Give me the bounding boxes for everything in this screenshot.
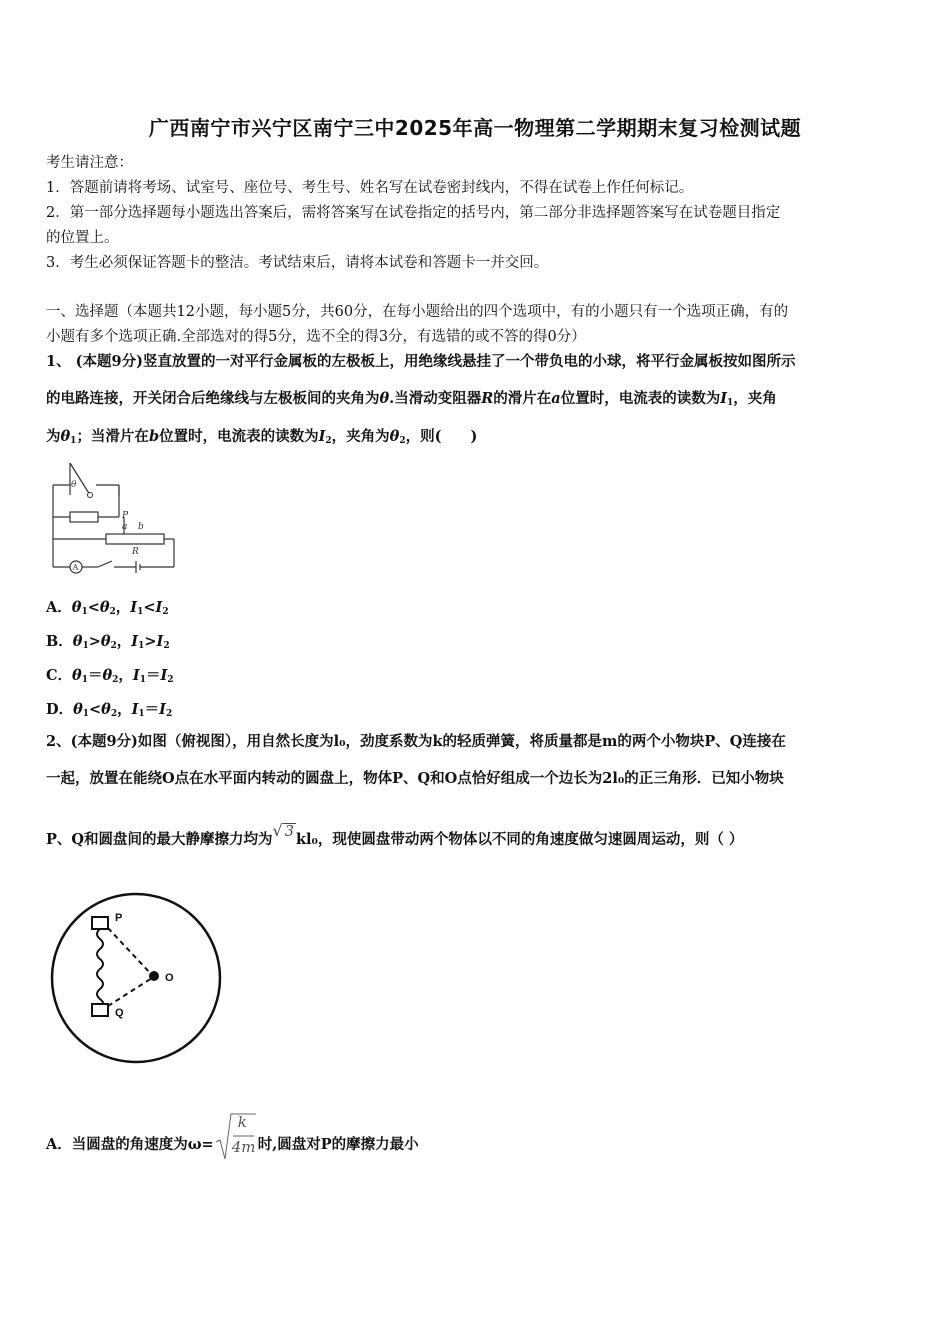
q2-line2: 一起，放置在能绕O点在水平面内转动的圆盘上，物体P、Q和O点恰好组成一个边长为2l₀的正三角形．已知小物块 <box>46 770 784 787</box>
page-title: 广西南宁市兴宁区南宁三中2025年高一物理第二学期期末复习检测试题 <box>148 116 802 140</box>
q1-line1: 1、 (本题9分)竖直放置的一对平行金属板的左极板上，用绝缘线悬挂了一个带负电的小球，将平行金属板按如图所示 <box>46 353 796 370</box>
q2-line3: P、Q和圆盘间的最大静摩擦力均为√ 3 kl₀，现使圆盘带动两个物体以不同的角速度做匀速圆周运动，则（ ） <box>46 826 743 853</box>
q1-line3: 为$\theta_1$；当滑片在b位置时，电流表的读数为$I_2$，夹角为$\theta_2$，则( ) <box>46 428 478 446</box>
fig2-q-label: Q <box>115 1007 124 1019</box>
charged-ball <box>88 493 93 498</box>
sqrt3-formula: √ 3 <box>272 821 294 840</box>
q2-line1: 2、(本题9分)如图（俯视图），用自然长度为l₀，劲度系数为k的轻质弹簧，将质量都是m的两个小物块P、Q连接在 <box>46 733 786 750</box>
circuit-diagram <box>40 455 185 585</box>
notice-item-2-cont: 的位置上。 <box>46 230 119 246</box>
fig2-o-label: O <box>165 972 174 984</box>
notice-item-1: 1．答题前请将考场、试室号、座位号、考生号、姓名写在试卷密封线内，不得在试卷上作任何标记。 <box>46 180 694 196</box>
section1-line2: 小题有多个选项正确.全部选对的得5分，选不全的得3分，有选错的或不答的得0分） <box>46 329 586 345</box>
center-o <box>149 971 159 981</box>
q2-option-a: A．当圆盘的角速度为ω= k 4m 时,圆盘对P的摩擦力最小 <box>46 1112 419 1162</box>
q1-option-d: D．$\theta_1<\theta_2$，$I_1=I_2$ <box>46 701 173 719</box>
fig1-p-label: P <box>122 511 129 521</box>
block-q <box>92 1004 108 1016</box>
q1-line2: 的电路连接，开关闭合后绝缘线与左极板间的夹角为θ.当滑动变阻器R的滑片在a位置时，电流表的读数为$I_1$，夹角 <box>46 390 777 408</box>
notice-item-2: 2．第一部分选择题每小题选出答案后，需将答案写在试卷指定的括号内，第二部分非选择题答案写在试卷题目指定 <box>46 205 781 221</box>
fig1-b-label: b <box>138 522 144 532</box>
q1-option-a: A．$\theta_1<\theta_2$，$I_1<I_2$ <box>46 599 169 617</box>
notice-heading: 考生请注意： <box>46 155 133 171</box>
fig1-theta-label: θ <box>71 480 77 490</box>
q1-option-c: C．$\theta_1=\theta_2$，$I_1=I_2$ <box>46 667 174 685</box>
rotating-disk-diagram <box>48 890 228 1070</box>
ammeter-icon: A <box>72 563 79 572</box>
block-p <box>92 917 108 929</box>
fig2-p-label: P <box>115 912 123 924</box>
fig1-r-label: R <box>132 547 139 557</box>
sqrt-fraction-formula: k 4m <box>214 1112 258 1162</box>
notice-item-3: 3．考生必须保证答题卡的整洁。考试结束后，请将本试卷和答题卡一并交回。 <box>46 255 549 271</box>
fig1-a-label: a <box>122 522 128 532</box>
spring <box>97 929 103 1004</box>
q1-option-b: B．$\theta_1>\theta_2$，$I_1>I_2$ <box>46 633 170 651</box>
section1-line1: 一、选择题（本题共12小题，每小题5分，共60分，在每小题给出的四个选项中，有的小题只有一个选项正确，有的 <box>46 304 789 320</box>
